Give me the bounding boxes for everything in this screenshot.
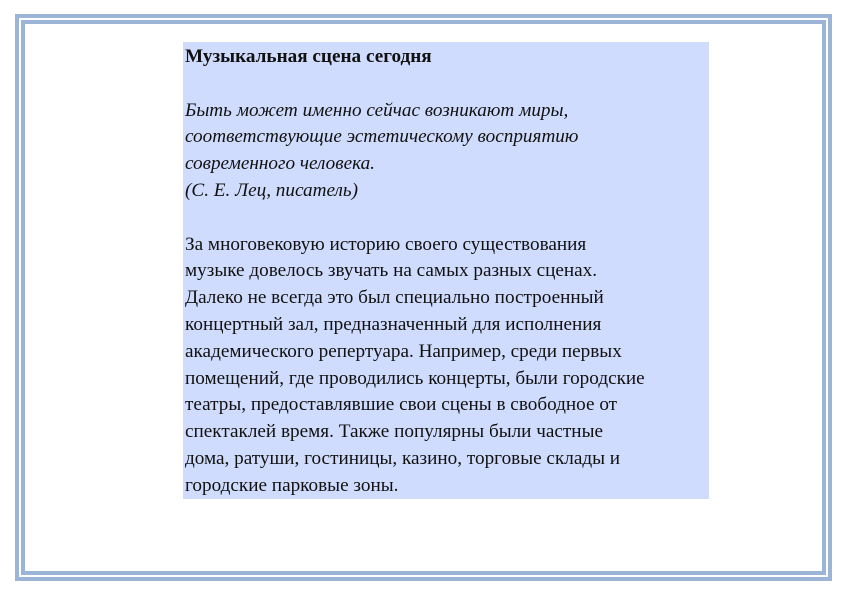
body-line: академического репертуара. Например, среди первых xyxy=(185,340,622,362)
content-text-box xyxy=(183,42,709,499)
spacer xyxy=(185,71,709,98)
epigraph-line: Быть может именно сейчас возникают миры, xyxy=(185,99,569,121)
body-line: городские парковые зоны. xyxy=(185,474,399,496)
epigraph-line: соответствующие эстетическому восприятию xyxy=(185,126,579,148)
body-line: дома, ратуши, гостиницы, казино, торговые склады и xyxy=(185,447,621,469)
body-line: концертный зал, предназначенный для исполнения xyxy=(185,313,602,335)
slide-title: Музыкальная сцена сегодня xyxy=(185,46,432,67)
body-line: помещений, где проводились концерты, были городские xyxy=(185,367,645,389)
epigraph-line: современного человека. xyxy=(185,153,375,175)
body-paragraph xyxy=(185,232,709,500)
body-line: Далеко не всегда это был специально построенный xyxy=(185,287,604,309)
body-line: музыке довелось звучать на самых разных сценах. xyxy=(185,260,598,282)
body-line: театры, предоставлявшие свои сцены в свободное от xyxy=(185,394,618,416)
spacer xyxy=(185,205,709,232)
epigraph-attribution: (С. Е. Лец, писатель) xyxy=(185,179,358,201)
body-line: За многовековую историю своего существования xyxy=(185,233,587,255)
body-line: спектаклей время. Также популярны были частные xyxy=(185,421,603,443)
epigraph-quote xyxy=(185,98,709,205)
